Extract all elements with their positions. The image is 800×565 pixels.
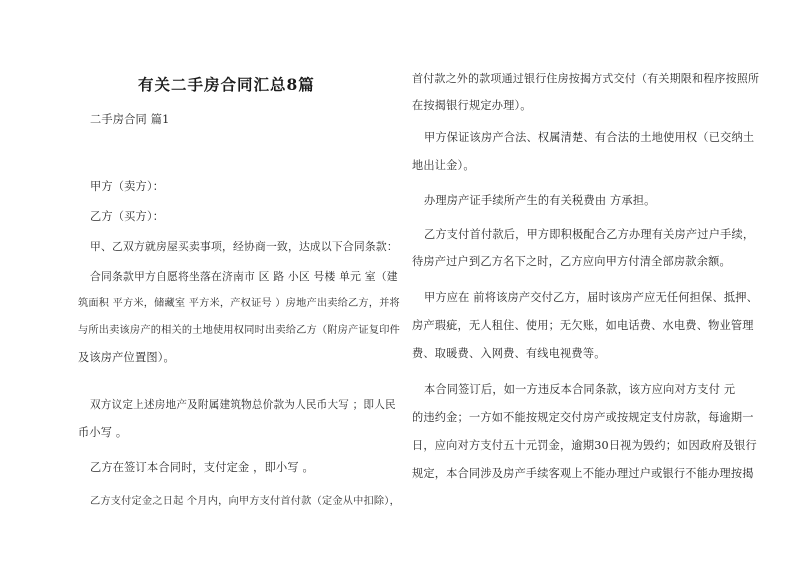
text-line: 待房产过户到乙方名下之时，乙方应向甲方付清全部房款余额。 [412,255,731,268]
text-line: 乙方在签订本合同时，支付定金 ，即小写 。 [90,461,314,474]
text-line: 甲方保证该房产合法、权属清楚、有合法的土地使用权（已交纳土 [424,131,755,144]
text-line: 本合同签订后，如一方违反本合同条款，该方应向对方支付 元 [424,383,736,396]
text-line: 与所出卖该房产的相关的土地使用权同时出卖给乙方（附房产证复印件 [78,325,401,336]
text-line: 日，应向对方支付五十元罚金，逾期30日视为毁约；如因政府及银行 [412,439,757,452]
text-line: 及该房产位置图）。 [78,351,175,364]
text-line: 乙方支付定金之日起 个月内，向甲方支付首付款（定金从中扣除）， [90,496,400,507]
text-line: 首付款之外的款项通过银行住房按揭方式交付（有关期限和程序按照所 [412,72,760,85]
text-line: 在按揭银行规定办理）。 [412,99,532,112]
text-line: 房产瑕疵，无人租住、使用；无欠账，如电话费、水电费、物业管理 [412,319,754,332]
text-line: 甲、乙双方就房屋买卖事项，经协商一致，达成以下合同条款： [90,240,398,253]
party-b-line: 乙方（买方）： [90,210,165,223]
text-line: 地出让金）。 [412,159,475,172]
section-heading: 二手房合同 篇1 [90,113,170,126]
text-line: 的违约金；一方如不能按规定交付房产或按规定支付房款，每逾期一 [412,411,754,424]
text-line: 合同条款甲方自愿将坐落在济南市 区 路 小区 号楼 单元 室（建 [90,270,398,283]
text-line: 乙方支付首付款后，甲方即积极配合乙方办理有关房产过户手续， [424,228,755,241]
document-title: 有关二手房合同汇总8篇 [138,75,315,94]
text-line: 甲方应在 前将该房产交付乙方，届时该房产应无任何担保、抵押、 [424,291,758,304]
party-a-line: 甲方（卖方）： [90,180,165,193]
text-line: 币小写 。 [78,426,128,439]
text-line: 筑面积 平方米，储藏室 平方米，产权证号 ）房地产出卖给乙方，并将 [78,298,400,309]
text-line: 规定，本合同涉及房产手续客观上不能办理过户或银行不能办理按揭 [412,467,754,480]
text-line: 双方议定上述房地产及附属建筑物总价款为人民币大写 ；即人民 [90,399,396,411]
text-line: 办理房产证手续所产生的有关税费由 方承担。 [424,194,656,207]
text-line: 费、取暖费、入网费、有线电视费等。 [412,347,606,360]
